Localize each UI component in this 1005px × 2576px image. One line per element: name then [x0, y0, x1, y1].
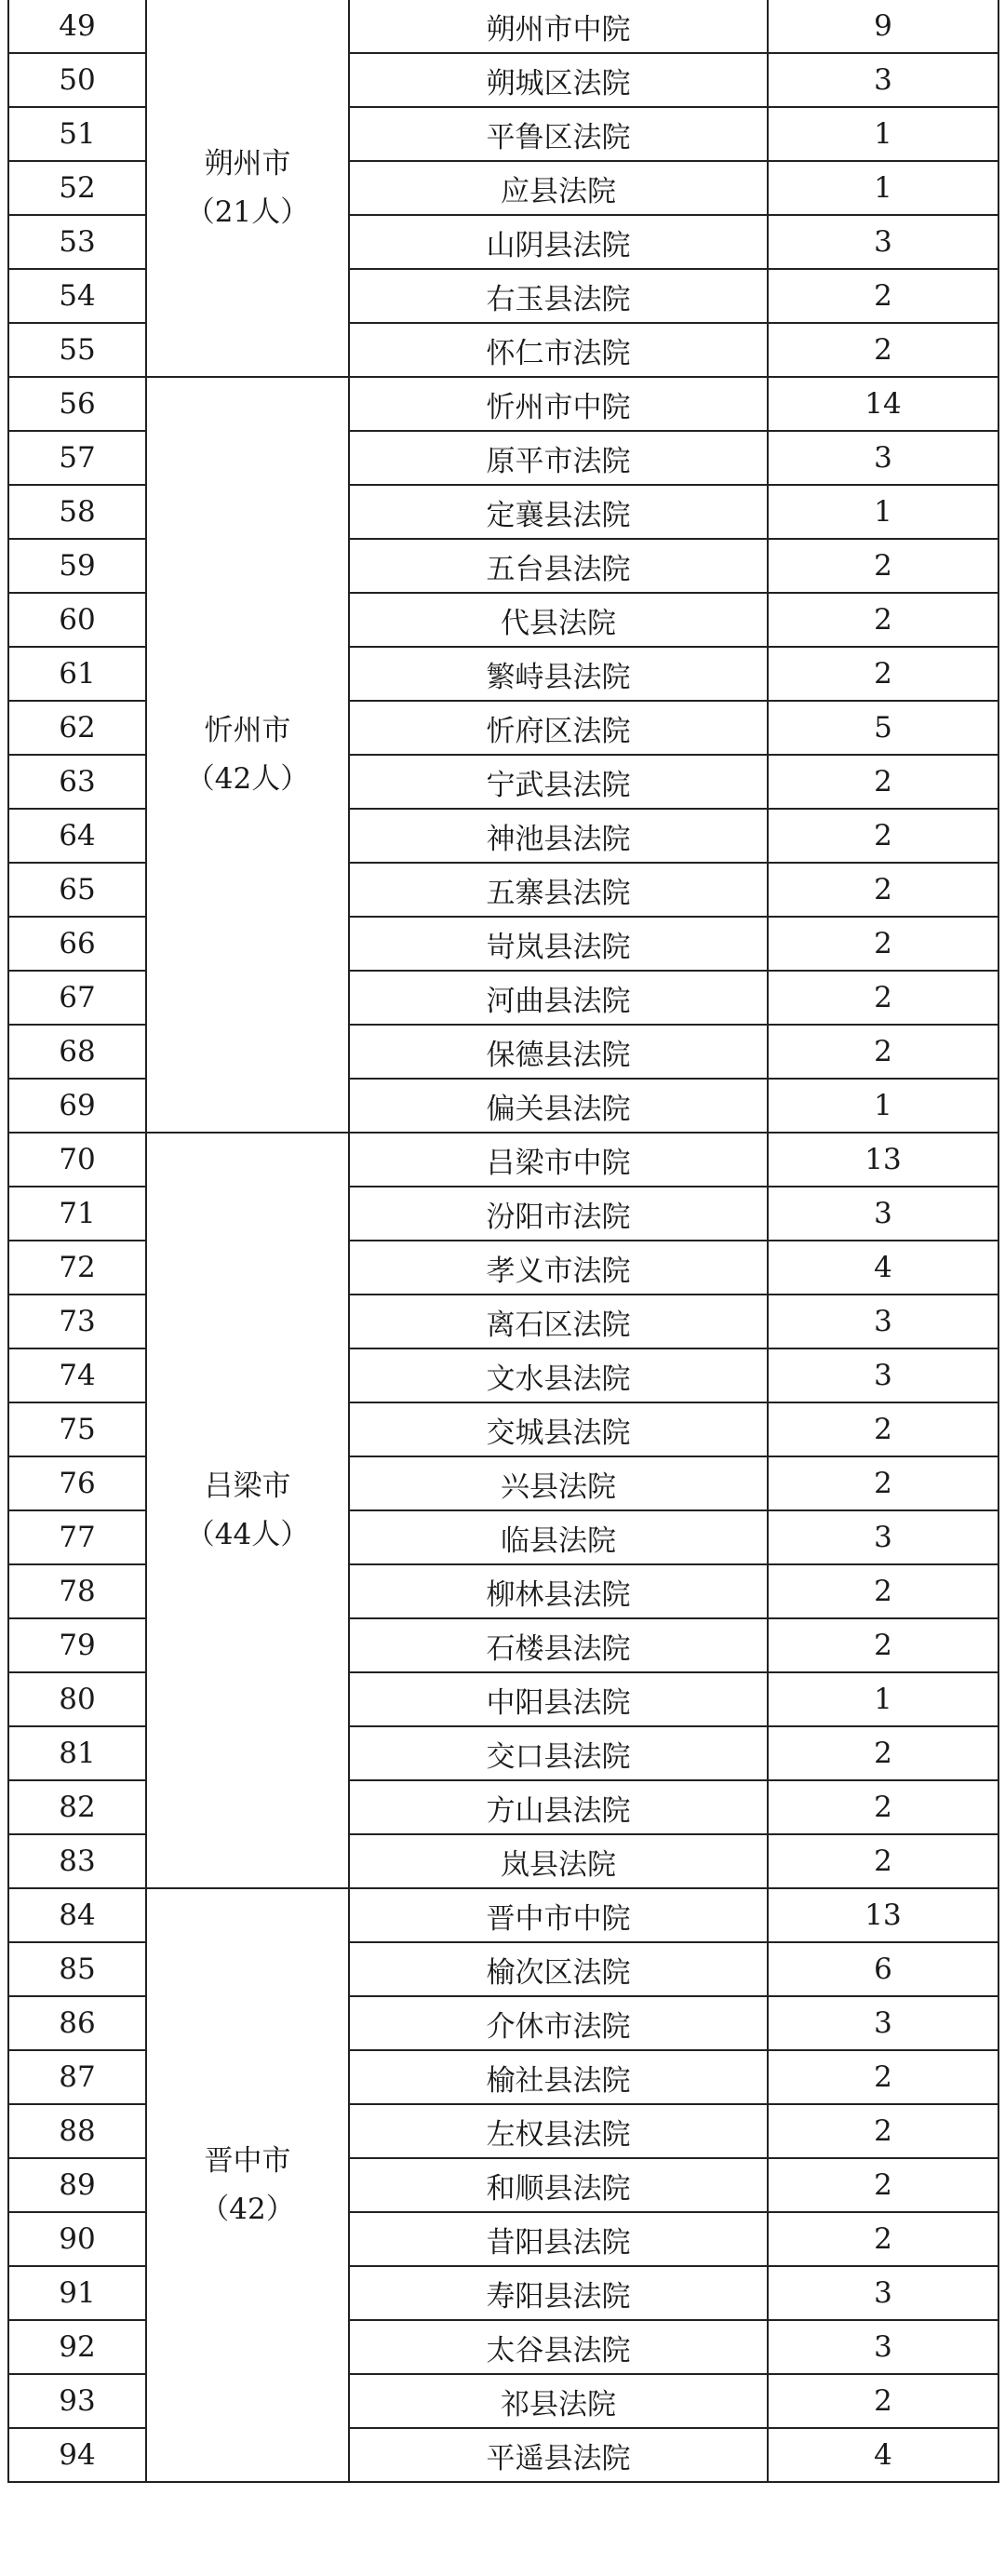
quota-count-cell: 2 — [768, 647, 998, 701]
quota-count-cell: 3 — [768, 1187, 998, 1241]
court-name-cell: 中阳县法院 — [349, 1672, 768, 1726]
row-number-cell: 65 — [8, 863, 146, 917]
row-number-cell: 71 — [8, 1187, 146, 1241]
court-name-cell: 保德县法院 — [349, 1025, 768, 1079]
court-name-cell: 五台县法院 — [349, 539, 768, 593]
court-name-cell: 柳林县法院 — [349, 1564, 768, 1618]
city-name: 朔州市 — [204, 147, 291, 181]
court-name-cell: 平鲁区法院 — [349, 107, 768, 161]
court-name-cell: 石楼县法院 — [349, 1618, 768, 1672]
city-quota-count: （44人） — [185, 1518, 310, 1551]
row-number-cell: 75 — [8, 1402, 146, 1456]
court-name-cell: 忻府区法院 — [349, 701, 768, 755]
row-number-cell: 81 — [8, 1726, 146, 1780]
court-name-cell: 神池县法院 — [349, 809, 768, 863]
quota-count-cell: 1 — [768, 1672, 998, 1726]
row-number-cell: 89 — [8, 2158, 146, 2212]
city-quota-count: （21人） — [185, 195, 310, 229]
court-name-cell: 交口县法院 — [349, 1726, 768, 1780]
row-number-cell: 87 — [8, 2050, 146, 2104]
quota-count-cell: 1 — [768, 1079, 998, 1133]
row-number-cell: 93 — [8, 2374, 146, 2428]
row-number-cell: 94 — [8, 2428, 146, 2482]
quota-count-cell: 2 — [768, 809, 998, 863]
quota-count-cell: 2 — [768, 971, 998, 1025]
quota-count-cell: 3 — [768, 215, 998, 269]
quota-count-cell: 2 — [768, 1780, 998, 1834]
row-number-cell: 83 — [8, 1834, 146, 1888]
row-number-cell: 53 — [8, 215, 146, 269]
quota-count-cell: 2 — [768, 2158, 998, 2212]
table-row — [8, 377, 998, 431]
quota-count-cell: 13 — [768, 1888, 998, 1942]
court-name-cell: 方山县法院 — [349, 1780, 768, 1834]
court-name-cell: 祁县法院 — [349, 2374, 768, 2428]
row-number-cell: 66 — [8, 917, 146, 971]
city-name: 吕梁市 — [204, 1469, 291, 1503]
court-name-cell: 太谷县法院 — [349, 2320, 768, 2374]
row-number-cell: 92 — [8, 2320, 146, 2374]
quota-count-cell: 2 — [768, 2050, 998, 2104]
city-group-cell — [146, 377, 349, 1133]
city-group-cell — [146, 1133, 349, 1888]
row-number-cell: 61 — [8, 647, 146, 701]
quota-count-cell: 2 — [768, 2212, 998, 2266]
quota-count-cell: 3 — [768, 1348, 998, 1402]
quota-count-cell: 2 — [768, 2104, 998, 2158]
court-name-cell: 河曲县法院 — [349, 971, 768, 1025]
row-number-cell: 58 — [8, 485, 146, 539]
court-name-cell: 临县法院 — [349, 1510, 768, 1564]
court-name-cell: 岚县法院 — [349, 1834, 768, 1888]
row-number-cell: 78 — [8, 1564, 146, 1618]
quota-count-cell: 2 — [768, 917, 998, 971]
quota-count-cell: 2 — [768, 593, 998, 647]
court-name-cell: 文水县法院 — [349, 1348, 768, 1402]
court-name-cell: 定襄县法院 — [349, 485, 768, 539]
row-number-cell: 85 — [8, 1942, 146, 1996]
city-group-cell — [146, 1888, 349, 2482]
court-name-cell: 朔城区法院 — [349, 53, 768, 107]
court-name-cell: 孝义市法院 — [349, 1241, 768, 1295]
quota-count-cell: 4 — [768, 2428, 998, 2482]
quota-count-cell: 2 — [768, 1726, 998, 1780]
quota-count-cell: 9 — [768, 0, 998, 53]
row-number-cell: 76 — [8, 1456, 146, 1510]
table-row — [8, 1133, 998, 1187]
row-number-cell: 54 — [8, 269, 146, 323]
city-quota-count: （42） — [200, 2193, 295, 2226]
table-body — [8, 0, 998, 2482]
court-name-cell: 怀仁市法院 — [349, 323, 768, 377]
row-number-cell: 73 — [8, 1295, 146, 1348]
row-number-cell: 91 — [8, 2266, 146, 2320]
row-number-cell: 70 — [8, 1133, 146, 1187]
quota-count-cell: 3 — [768, 1295, 998, 1348]
quota-count-cell: 2 — [768, 755, 998, 809]
court-name-cell: 榆社县法院 — [349, 2050, 768, 2104]
row-number-cell: 57 — [8, 431, 146, 485]
row-number-cell: 72 — [8, 1241, 146, 1295]
row-number-cell: 82 — [8, 1780, 146, 1834]
court-name-cell: 离石区法院 — [349, 1295, 768, 1348]
quota-count-cell: 2 — [768, 1025, 998, 1079]
row-number-cell: 90 — [8, 2212, 146, 2266]
court-name-cell: 晋中市中院 — [349, 1888, 768, 1942]
quota-count-cell: 3 — [768, 1510, 998, 1564]
court-name-cell: 山阴县法院 — [349, 215, 768, 269]
court-name-cell: 汾阳市法院 — [349, 1187, 768, 1241]
quota-count-cell: 2 — [768, 1402, 998, 1456]
row-number-cell: 84 — [8, 1888, 146, 1942]
court-name-cell: 岢岚县法院 — [349, 917, 768, 971]
row-number-cell: 79 — [8, 1618, 146, 1672]
court-name-cell: 吕梁市中院 — [349, 1133, 768, 1187]
court-name-cell: 五寨县法院 — [349, 863, 768, 917]
quota-count-cell: 3 — [768, 1996, 998, 2050]
row-number-cell: 88 — [8, 2104, 146, 2158]
court-name-cell: 朔州市中院 — [349, 0, 768, 53]
quota-count-cell: 5 — [768, 701, 998, 755]
city-group-cell — [146, 0, 349, 377]
quota-count-cell: 2 — [768, 539, 998, 593]
quota-count-cell: 3 — [768, 2266, 998, 2320]
court-name-cell: 介休市法院 — [349, 1996, 768, 2050]
court-name-cell: 兴县法院 — [349, 1456, 768, 1510]
row-number-cell: 55 — [8, 323, 146, 377]
quota-count-cell: 14 — [768, 377, 998, 431]
quota-count-cell: 4 — [768, 1241, 998, 1295]
row-number-cell: 77 — [8, 1510, 146, 1564]
row-number-cell: 52 — [8, 161, 146, 215]
court-name-cell: 原平市法院 — [349, 431, 768, 485]
quota-count-cell: 6 — [768, 1942, 998, 1996]
court-name-cell: 和顺县法院 — [349, 2158, 768, 2212]
row-number-cell: 50 — [8, 53, 146, 107]
row-number-cell: 68 — [8, 1025, 146, 1079]
table-row — [8, 0, 998, 53]
quota-count-cell: 2 — [768, 1456, 998, 1510]
court-name-cell: 忻州市中院 — [349, 377, 768, 431]
row-number-cell: 67 — [8, 971, 146, 1025]
court-name-cell: 偏关县法院 — [349, 1079, 768, 1133]
row-number-cell: 49 — [8, 0, 146, 53]
row-number-cell: 62 — [8, 701, 146, 755]
row-number-cell: 63 — [8, 755, 146, 809]
quota-count-cell: 2 — [768, 1564, 998, 1618]
city-name: 忻州市 — [204, 714, 291, 747]
quota-count-cell: 2 — [768, 2374, 998, 2428]
row-number-cell: 80 — [8, 1672, 146, 1726]
court-name-cell: 寿阳县法院 — [349, 2266, 768, 2320]
quota-count-cell: 2 — [768, 269, 998, 323]
row-number-cell: 51 — [8, 107, 146, 161]
court-name-cell: 代县法院 — [349, 593, 768, 647]
table-row — [8, 1888, 998, 1942]
quota-count-cell: 1 — [768, 107, 998, 161]
row-number-cell: 59 — [8, 539, 146, 593]
court-name-cell: 左权县法院 — [349, 2104, 768, 2158]
court-name-cell: 应县法院 — [349, 161, 768, 215]
court-name-cell: 右玉县法院 — [349, 269, 768, 323]
city-name: 晋中市 — [204, 2144, 291, 2178]
row-number-cell: 64 — [8, 809, 146, 863]
court-name-cell: 榆次区法院 — [349, 1942, 768, 1996]
quota-count-cell: 3 — [768, 53, 998, 107]
court-name-cell: 昔阳县法院 — [349, 2212, 768, 2266]
quota-count-cell: 2 — [768, 323, 998, 377]
quota-count-cell: 3 — [768, 2320, 998, 2374]
quota-count-cell: 2 — [768, 863, 998, 917]
city-quota-count: （42人） — [185, 762, 310, 796]
quota-count-cell: 2 — [768, 1834, 998, 1888]
quota-count-cell: 1 — [768, 485, 998, 539]
row-number-cell: 74 — [8, 1348, 146, 1402]
quota-count-cell: 2 — [768, 1618, 998, 1672]
court-name-cell: 交城县法院 — [349, 1402, 768, 1456]
row-number-cell: 56 — [8, 377, 146, 431]
row-number-cell: 60 — [8, 593, 146, 647]
court-name-cell: 平遥县法院 — [349, 2428, 768, 2482]
court-name-cell: 宁武县法院 — [349, 755, 768, 809]
row-number-cell: 86 — [8, 1996, 146, 2050]
court-name-cell: 繁峙县法院 — [349, 647, 768, 701]
court-quota-table — [7, 0, 999, 2483]
quota-count-cell: 1 — [768, 161, 998, 215]
quota-count-cell: 13 — [768, 1133, 998, 1187]
quota-count-cell: 3 — [768, 431, 998, 485]
row-number-cell: 69 — [8, 1079, 146, 1133]
